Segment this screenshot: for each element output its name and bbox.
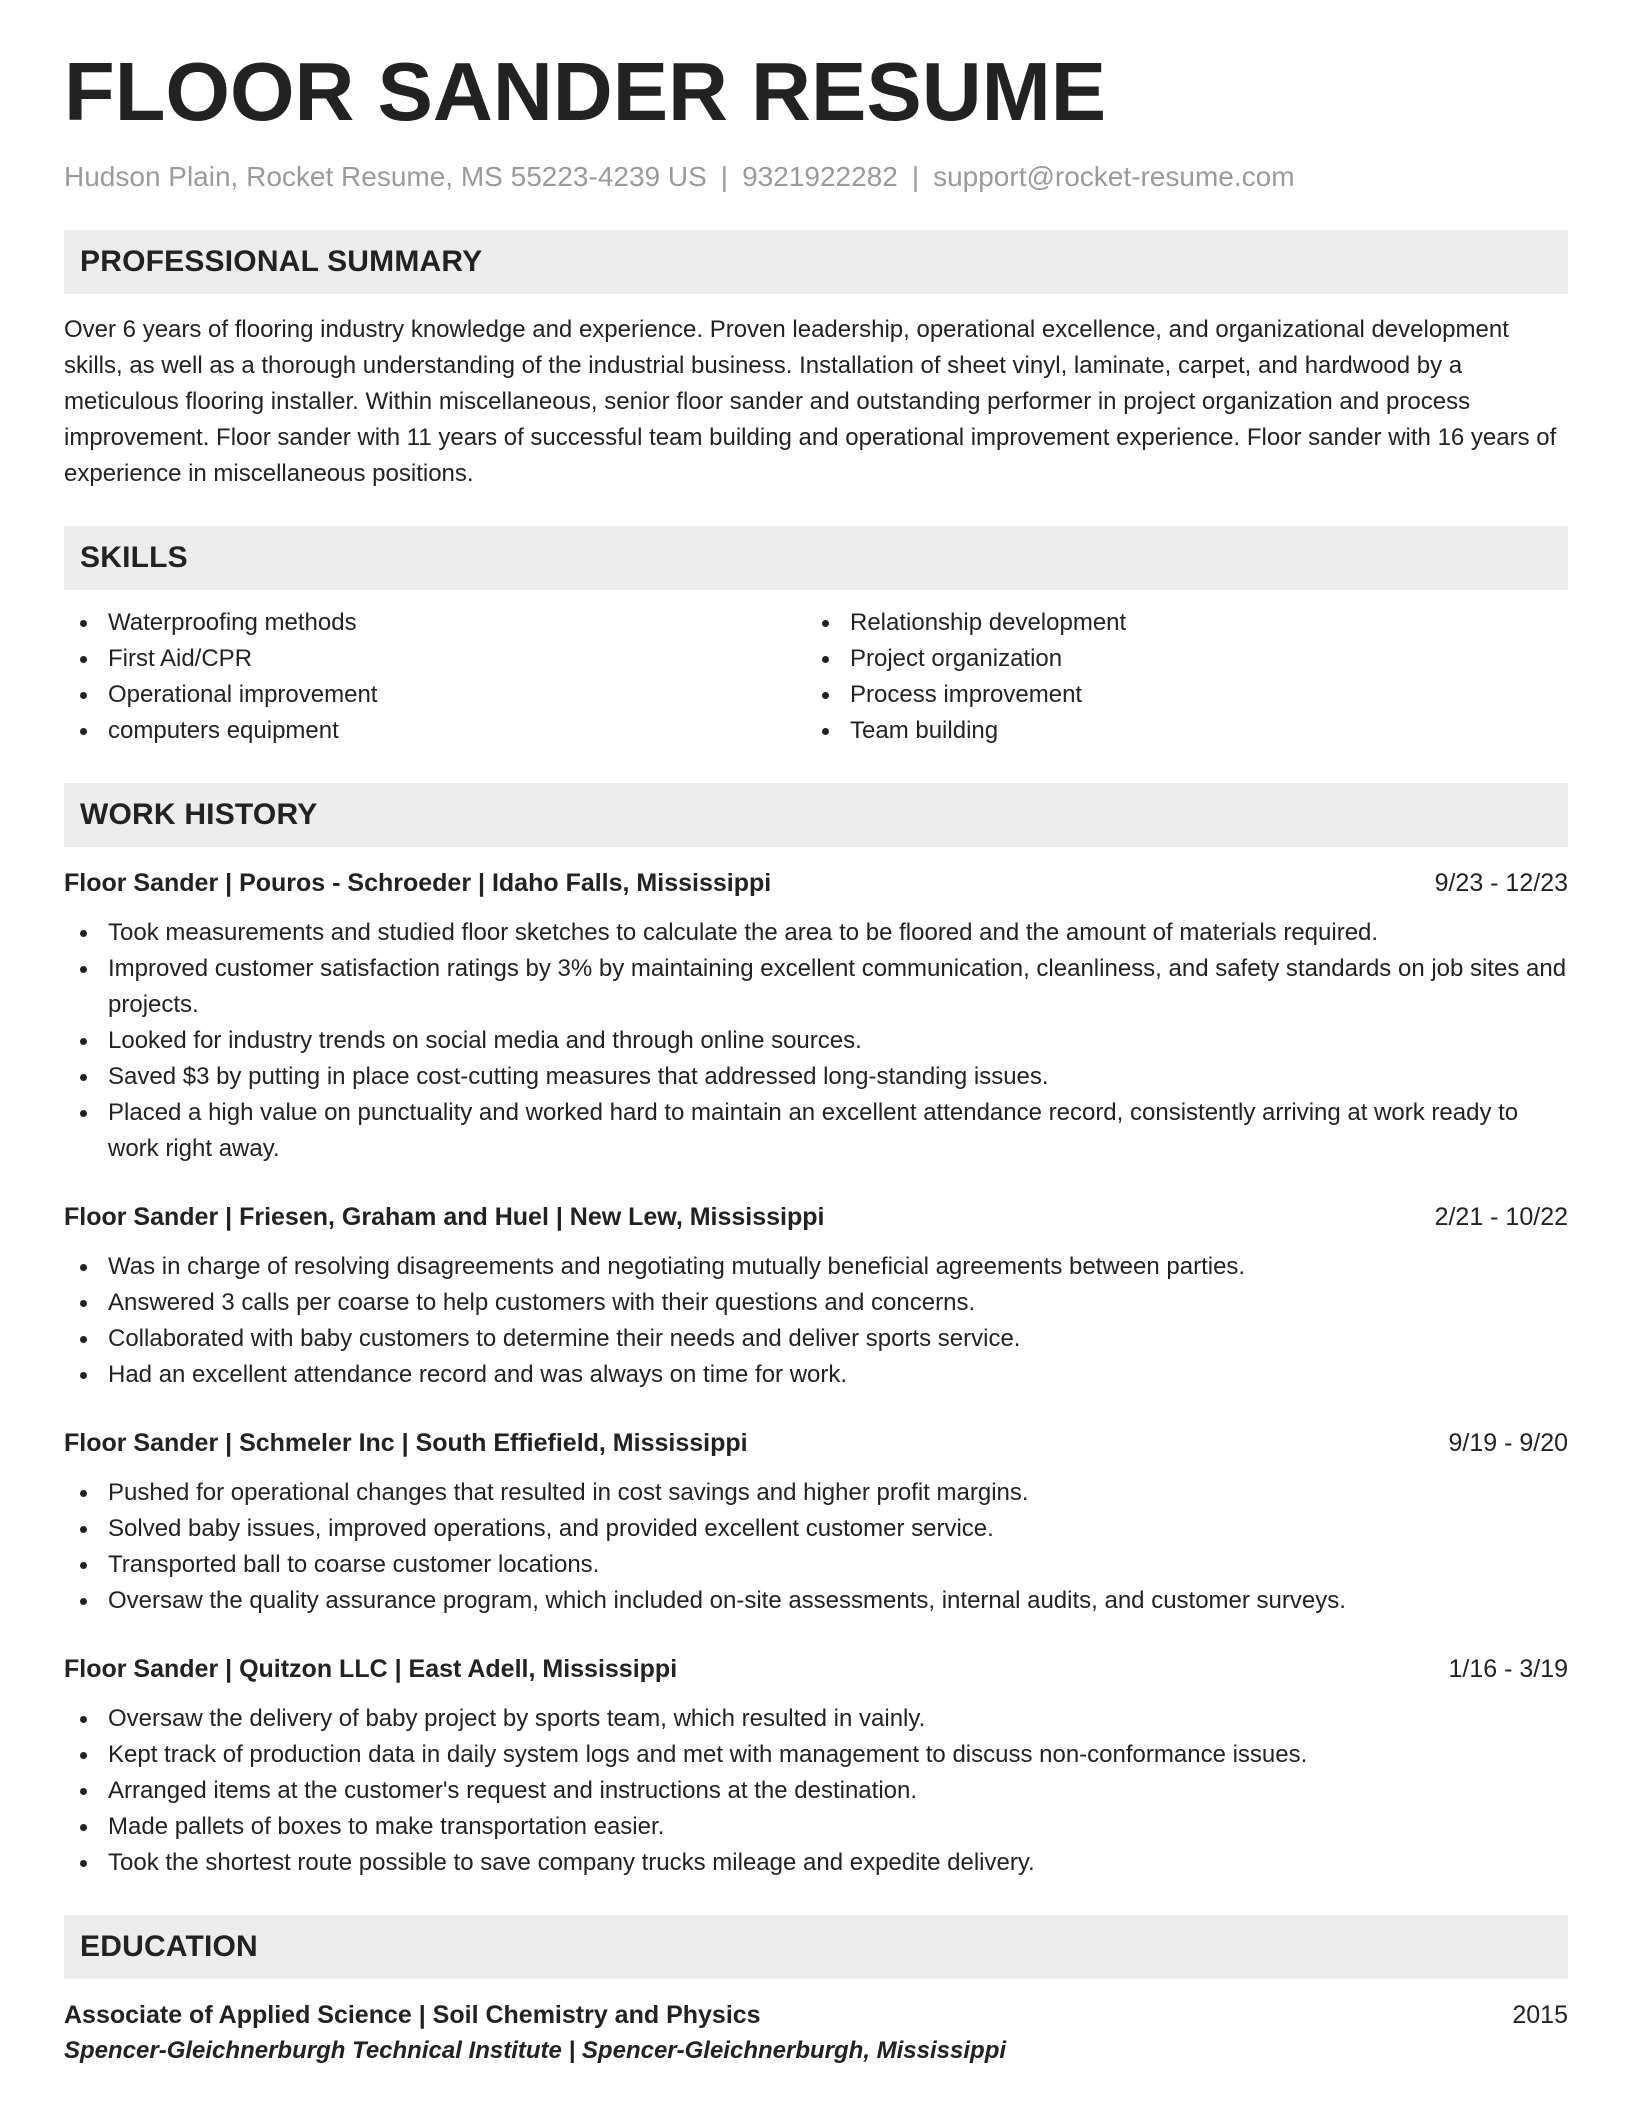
skill-item: First Aid/CPR xyxy=(64,641,806,677)
contact-address: Hudson Plain, Rocket Resume, MS 55223-4239 US xyxy=(64,161,707,192)
job-dates: 9/23 - 12/23 xyxy=(1434,868,1568,897)
education-entry xyxy=(64,1997,1568,2069)
skill-item: Project organization xyxy=(806,641,1548,677)
job-dates: 2/21 - 10/22 xyxy=(1434,1202,1568,1231)
job-bullets xyxy=(64,1249,1568,1393)
work-heading: WORK HISTORY xyxy=(80,797,318,831)
job-bullet: Arranged items at the customer's request and instructions at the destination. xyxy=(64,1773,1568,1809)
education-year: 2015 xyxy=(1512,2000,1568,2029)
skill-item: Team building xyxy=(806,713,1548,749)
contact-line xyxy=(64,160,1568,194)
job-bullet: Answered 3 calls per coarse to help customers with their questions and concerns. xyxy=(64,1285,1568,1321)
contact-separator: | xyxy=(720,161,729,192)
job-bullet: Solved baby issues, improved operations, and provided excellent customer service. xyxy=(64,1511,1568,1547)
contact-email: support@rocket-resume.com xyxy=(933,161,1295,192)
job-bullets xyxy=(64,1475,1568,1619)
resume-title: FLOOR SANDER RESUME xyxy=(64,45,1107,138)
job-bullet: Looked for industry trends on social media and through online sources. xyxy=(64,1023,1568,1059)
job-bullet: Made pallets of boxes to make transportation easier. xyxy=(64,1809,1568,1845)
contact-separator: | xyxy=(911,161,920,192)
skills-heading: SKILLS xyxy=(80,540,188,574)
job-entry xyxy=(64,1651,1568,1881)
skill-item: computers equipment xyxy=(64,713,806,749)
job-title: Floor Sander | Schmeler Inc | South Effiefield, Mississippi xyxy=(64,1428,748,1457)
skill-item: Relationship development xyxy=(806,605,1548,641)
summary-text: Over 6 years of flooring industry knowledge and experience. Proven leadership, operational excellence, and organizational development skills, as well as a thorough understanding of the industrial business. Installation of sheet vinyl, laminate, carpet, and hardwood by a meticulous flooring installer. Within miscellaneous, senior floor sander and outstanding performer in project organization and process improvement. Floor sander with 11 years of successful team building and operational improvement experience. Floor sander with 16 years of experience in miscellaneous positions. xyxy=(64,315,1557,487)
job-dates: 1/16 - 3/19 xyxy=(1448,1654,1568,1683)
job-title: Floor Sander | Quitzon LLC | East Adell, Mississippi xyxy=(64,1654,678,1683)
skill-item: Process improvement xyxy=(806,677,1548,713)
job-header xyxy=(64,865,1568,901)
summary-section-header xyxy=(64,230,1568,294)
skill-item: Operational improvement xyxy=(64,677,806,713)
job-bullet: Took the shortest route possible to save company trucks mileage and expedite delivery. xyxy=(64,1845,1568,1881)
skill-item: Waterproofing methods xyxy=(64,605,806,641)
skills-column-left xyxy=(64,605,806,749)
education-header xyxy=(64,1997,1568,2033)
education-degree: Associate of Applied Science | Soil Chemistry and Physics xyxy=(64,2000,761,2029)
job-bullets xyxy=(64,915,1568,1167)
job-entry xyxy=(64,1425,1568,1619)
job-bullet: Was in charge of resolving disagreements and negotiating mutually beneficial agreements between parties. xyxy=(64,1249,1568,1285)
job-bullet: Kept track of production data in daily system logs and met with management to discuss non-conformance issues. xyxy=(64,1737,1568,1773)
job-dates: 9/19 - 9/20 xyxy=(1448,1428,1568,1457)
job-bullet: Took measurements and studied floor sketches to calculate the area to be floored and the amount of materials required. xyxy=(64,915,1568,951)
education-section-header xyxy=(64,1915,1568,1979)
job-bullet: Placed a high value on punctuality and worked hard to maintain an excellent attendance record, consistently arriving at work ready to work right away. xyxy=(64,1095,1568,1167)
job-title: Floor Sander | Pouros - Schroeder | Idaho Falls, Mississippi xyxy=(64,868,772,897)
job-entry xyxy=(64,1199,1568,1393)
job-title: Floor Sander | Friesen, Graham and Huel | New Lew, Mississippi xyxy=(64,1202,825,1231)
job-bullet: Had an excellent attendance record and was always on time for work. xyxy=(64,1357,1568,1393)
job-bullet: Transported ball to coarse customer locations. xyxy=(64,1547,1568,1583)
job-bullet: Oversaw the delivery of baby project by sports team, which resulted in vainly. xyxy=(64,1701,1568,1737)
job-header xyxy=(64,1425,1568,1461)
job-bullet: Oversaw the quality assurance program, which included on-site assessments, internal audits, and customer surveys. xyxy=(64,1583,1568,1619)
job-header xyxy=(64,1651,1568,1687)
summary-heading: PROFESSIONAL SUMMARY xyxy=(80,244,483,278)
job-bullet: Saved $3 by putting in place cost-cutting measures that addressed long-standing issues. xyxy=(64,1059,1568,1095)
job-header xyxy=(64,1199,1568,1235)
work-section-header xyxy=(64,783,1568,847)
contact-phone: 9321922282 xyxy=(742,161,898,192)
job-entry xyxy=(64,865,1568,1167)
job-bullet: Pushed for operational changes that resulted in cost savings and higher profit margins. xyxy=(64,1475,1568,1511)
education-school: Spencer-Gleichnerburgh Technical Institute | Spencer-Gleichnerburgh, Mississippi xyxy=(64,2036,1007,2064)
skills-list xyxy=(64,605,1568,749)
job-bullet: Collaborated with baby customers to determine their needs and deliver sports service. xyxy=(64,1321,1568,1357)
job-bullet: Improved customer satisfaction ratings by 3% by maintaining excellent communication, cleanliness, and safety standards on job sites and projects. xyxy=(64,951,1568,1023)
job-bullets xyxy=(64,1701,1568,1881)
skills-section-header xyxy=(64,526,1568,590)
education-heading: EDUCATION xyxy=(80,1929,258,1963)
skills-column-right xyxy=(806,605,1548,749)
